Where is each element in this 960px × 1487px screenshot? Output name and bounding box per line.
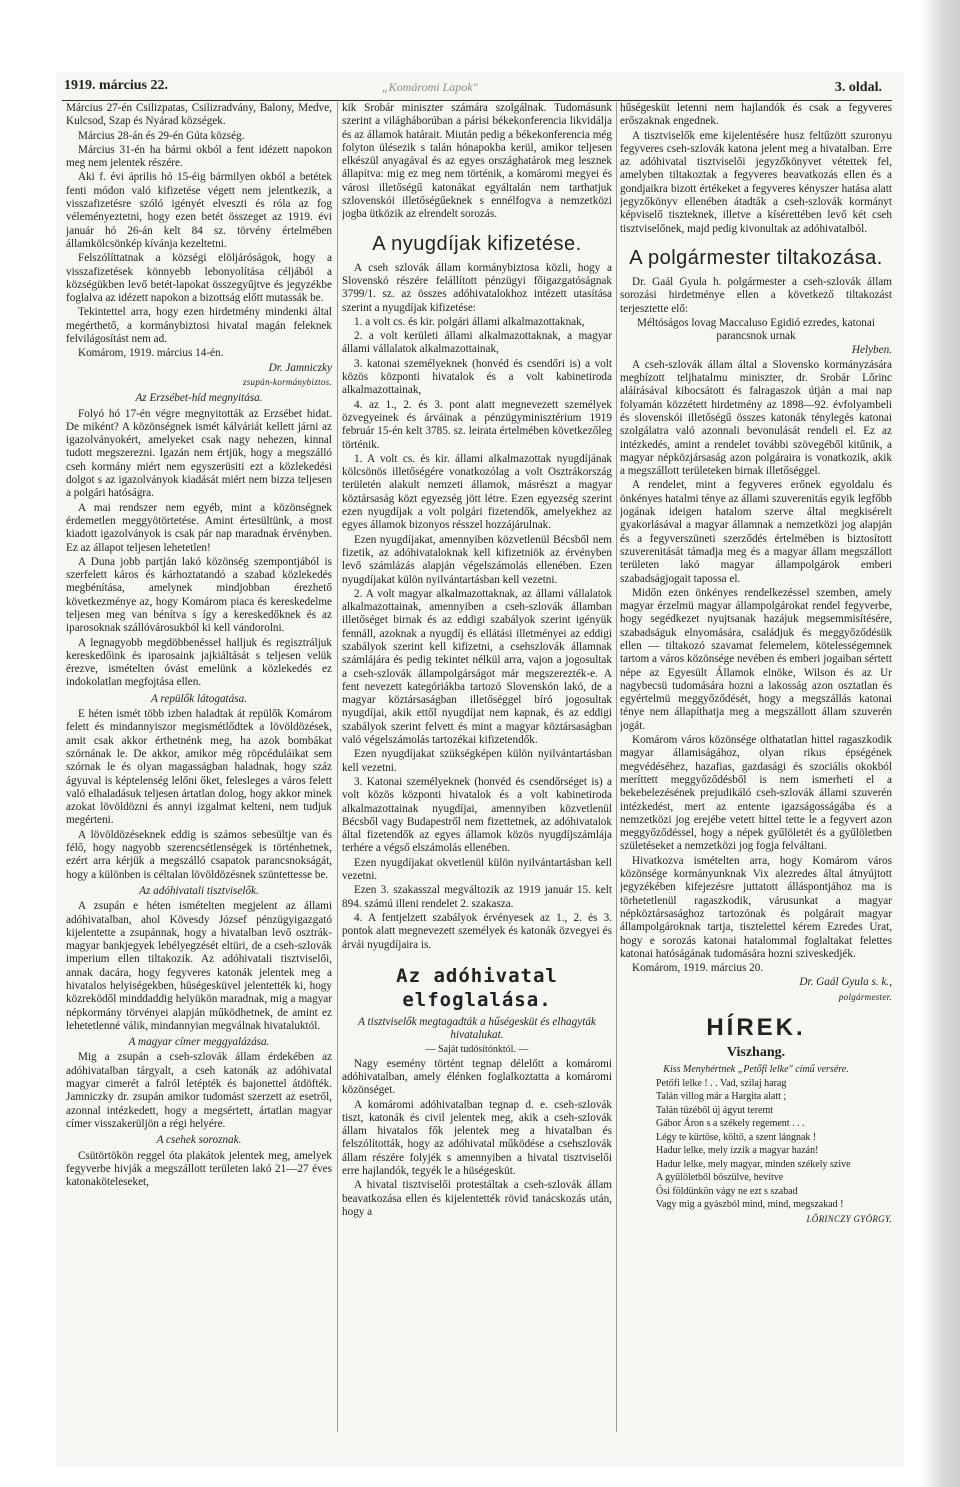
column-3 bbox=[620, 102, 892, 1432]
paragraph: 4. A fentjelzett szabályok érvényesek az 1., 2. és 3. pontok alatt megnevezett személyek és katonák özvegyei és árvái nyugdíjaira is. bbox=[342, 911, 612, 951]
poem-line: Hadur lelke, mely ízzik a magyar hazán! bbox=[656, 1145, 819, 1157]
paragraph: 2. A volt magyar alkalmazottaknak, az állami vállalatok alkalmazottainak, amennyiben a cseh-szlovák államban illetőséget birnak és az eddigi szabályok szerint igényük fennáll, azoknak a nyugdíj és ellátási illetményei az eddigi szabályok szerint kell kifizetni, a csehszlovák államnak számlájára és pedig tekintet nélkül arra, vajon a jogosultak a cseh-szlovák állampolgárságot már megszerezték-e. A fent nevezett kategóriákba tartozó Slovenskón lakó, de a magyar köztársaságban illetőséggel bíró jogosultak nyugdíjai, akik ettől nyugdíjat nem kapnak, és az eddigi szabályok szerint felvett és mint a magyar köztársaságban való végelszámolás tartozékai kifizetendők. bbox=[342, 587, 612, 747]
paragraph: A hivatal tisztviselői protestáltak a cseh-szlovák állam beavatkozása ellen és kijelentették rövid tanácskozás után, hogy a bbox=[342, 1179, 612, 1218]
section-headline-news: HÍREK. bbox=[706, 1014, 806, 1041]
section-title: Az adóhivatali tisztviselők. bbox=[139, 884, 259, 897]
paragraph: 2. a volt kerületi állami alkalmazottaknak, a magyar állami vállalatok alkalmazottainak, bbox=[342, 330, 612, 356]
poem-line: Petőfi lelke ! . . Vad, szilaj harag bbox=[656, 1077, 787, 1089]
paragraph: Midőn ezen önkényes rendelkezéssel szemben, amely magyar érzelmü magyar állampolgárokat rendel fegyverbe, hogy segédkezet nyujtsanak hazájuk megsemmisítésére, szabadságuk elnyomására, családjuk és meggyőződésük ellen — tiltakozó szavamat felemelem, kötelességemnek tartom a város közönsége nevében és emberi jogaiban sértett népe az Egyesült Államok elnöke, Wilson és az Ur nagybecsü tudomására hozni a lakosság azon osztatlan és egyértelmü meggyőződését, hogy a megszállás katonai ténye nem állapíthatja meg a megszállott állam szuverén jogát. bbox=[620, 586, 892, 732]
paragraph: A komáromi adóhivatalban tegnap d. e. cseh-szlovák tiszt, katonák és civil jelentek meg, akik a cseh-szlovák állam hivatalos fők jelentek meg a hivatalban és felszólították, hogy az adóhivatal működése a csehszlovák állam részére folyjék s amennyiben a hivatal tisztviselői erre hajlandók, tegyék le a hüségesküt. bbox=[342, 1098, 612, 1178]
section-title: Az Erzsébet-híd megnyitása. bbox=[135, 392, 263, 405]
article-headline: A nyugdíjak kifizetése. bbox=[372, 232, 582, 255]
article-headline: A polgármester tiltakozása. bbox=[629, 246, 883, 269]
signature: Dr. Gaál Gyula s. k., bbox=[799, 976, 892, 989]
paragraph: Komárom, 1919. március 14-én. bbox=[78, 347, 224, 360]
poem-line: Gábor Áron s a székely regement . . . bbox=[656, 1118, 805, 1130]
paragraph: A Duna jobb partján lakó közönség szempontjából is szerfelett káros és kárhoztatandó a szabad közlekedés megbénítása, amelynek mindjobban érezhető következménye az, hogy Komárom piaca és kereskedelme teljesen meg van bénítva s így a kereskedőknek és az iparosoknak szállóvárosukból ki kell vándorolni. bbox=[66, 555, 332, 635]
column-divider bbox=[337, 102, 338, 1432]
paragraph: A legnagyobb megdöbbenéssel halljuk és regisztráljuk kereskedőink és iparosaink jajkiáltását s teljesen velük érezve, ismételten óvást emelünk a közlekedés ez indokolatlan megfojtása ellen. bbox=[66, 636, 332, 689]
poem-line: Légy te kürtöse, költő, a szent lángnak ! bbox=[656, 1131, 817, 1143]
paragraph: Nagy esemény történt tegnap délelőtt a komáromi adóhivatalban, amely élénken foglalkoztatta a komáromi közönséget. bbox=[342, 1057, 612, 1097]
paragraph: Felszólíttatnak a községi elöljáróságok, hogy a visszafizetések könnyebb lebonyolítása céljából a községükben levő betét-lapokat összegyűjtve és jegyzékbe foglalva az idézett napokon a bizottság előtt mutassák be. bbox=[66, 252, 332, 305]
article-headline: Az adóhivatal elfoglalása. bbox=[396, 964, 558, 1011]
paragraph: Dr. Gaál Gyula h. polgármester a cseh-szlovák állam sorozási hirdetménye ellen a következő tiltakozást terjesztette elő: bbox=[620, 275, 892, 315]
paragraph: A cseh szlovák állam kormánybiztosa közli, hogy a Slovenskó részére felállított pénzügyi főigazgatóságnak 3799/1. sz. az összes adóhivatalokhoz intézett utasítása szerint a nyugdíjak kifizetése: bbox=[342, 261, 612, 314]
article-subheadline: A tisztviselők megtagadták a hűségesküt és elhagyták hivatalukat. bbox=[358, 1015, 596, 1042]
paragraph: Március 28-án és 29-én Gúta község. bbox=[78, 129, 245, 142]
paragraph: 3. Katonai személyeknek (honvéd és csendőrséget is) a volt közös központi hivatalok és a volt kabinetiroda alkalmazottainak nyugdíjai, amennyiben közvetlenül Bécsből vagy Budapestről nem fizettetnek, az adóhivatalok által fizetendők az egyes államok közös nyugdíjszámlája terhére a végső elszámolás ellenében. bbox=[342, 775, 612, 855]
paragraph: Komárom, 1919. március 20. bbox=[632, 962, 764, 975]
column-1 bbox=[66, 102, 332, 1432]
paragraph: A tisztviselők eme kijelentésére husz feltűzött szuronyu fegyveres cseh-szlovák katona jelent meg a hivatalban. Erre az adóhivatal tisztviselői jegyzőkönyvet vétettek fel, amelyben tiltakoztak a fegyveres beavatkozás ellen és a gondjaikra bizott értékeket a fegyveres kényszer hatása alatt jegyzőkönyv ellenében átadták a cseh-szlovák kormányt képviselő tiszteknek, illetve a kísérettében levő két cseh tisztviselőnek, majd pedig kivonultak az adóhivatalból. bbox=[620, 129, 892, 235]
paragraph: Ezen nyugdíjakat okvetlenül külön nyilvántartásban kell vezetni. bbox=[342, 856, 612, 883]
paragraph: Március 31-én ha bármi okból a fent idézett napokon meg nem jelentek részére. bbox=[66, 143, 332, 170]
poem-line: Talán tűzéből új ágyut teremt bbox=[656, 1104, 774, 1116]
poem-line: Hadur lelke, mely magyar, minden székely szive bbox=[656, 1158, 851, 1170]
paragraph: Ezen nyugdíjakat szükségképen külön nyilvántartásban kell vezetni. bbox=[342, 748, 612, 774]
poem-line: Ősi földünkön vágy ne ezt s szabad bbox=[656, 1185, 798, 1197]
paragraph: Mig a zsupán a cseh-szlovák állam érdekében az adóhivatalban tárgyalt, a cseh katonák az adóhivatal magyar cimerét a falról letépték és bajonettel átdöfték. Jamniczky dr. zsupán amikor tudomást szerzett az esetről, azonnal intézkedett, hogy a megsértett, ártatlan magyar címer visszakerüljön a régi helyére. bbox=[66, 1051, 332, 1130]
poem-title: Viszhang. bbox=[726, 1045, 786, 1060]
paragraph: kik Srobár miniszter számára szolgálnak. Tudomásunk szerint a világháborúban a párisi békekonferencia likvidálja és az államok határait. Miután pedig a békekonferencia még folyton ülésezik s talán hónapokba kerül, amikor teljesen elkészül anyagával és az egyes országhatárok meg lesznek állapítva: mig ez meg nem történik, a komáromi megyei és városi illetőségű katonákat egyáltalán nem tarthatjuk szlovenskói illetőségűeknek s ennélfogva a nemzetközi jogba ütközik az elrendelt sorozás. bbox=[342, 102, 612, 221]
paragraph: Március 27-én Csilizpatas, Csilizradvány, Balony, Medve, Kulcsod, Szap és Nyárad községek. bbox=[66, 102, 332, 128]
header-masthead: „Komáromi Lapok" bbox=[382, 80, 478, 94]
page-edge-shadow bbox=[920, 0, 960, 1487]
column-2 bbox=[342, 102, 612, 1432]
section-title: A repülők látogatása. bbox=[150, 692, 248, 705]
poem-line: Talán villog már a Hargita alatt ; bbox=[656, 1091, 787, 1103]
signature-title: zsupán-kormánybiztos. bbox=[242, 376, 332, 387]
paragraph: Komárom város közönsége olthatatlan hittel ragaszkodik magyar államiságához, olyan rikus épségének megvédéséhez, hazafias, gazdasági és szociális okokból meríttett meggyőződésből is nem ismerheti el a bekebelezésének prejudikáló cseh-szlovák állami szuverén intézkedést, mert az entente igazságosságába és a nemzetközi jog erejébe vetett hittel tette le a fegyvert azon meggyőződéssel, hogy a népek gyűlöletét és a gyűlöletben születéseket a nemzetközi jog fogja felváltani. bbox=[620, 734, 892, 853]
paragraph: Hivatkozva ismételten arra, hogy Komárom város közönsége kormányunknak Vix alezredes által átnyújtott jegyzékében kifejezésre juttatott álláspontjához ma is törhetetlenül ragaszkodik, várusunkat a magyar népköztársasághoz tartozónak és polgárait magyar állampolgároknak tartja, tisztelettel kérem Ezredes Urat, hogy e sorozás katonai hatalommal foglaltakat felettes katonai hatóságának tudomására hozni sziveskedjék. bbox=[620, 854, 892, 960]
poem-line: Vagy mig a gyászból mind, mind, megszakad ! bbox=[656, 1199, 844, 1211]
paragraph: 3. katonai személyeknek (honvéd és csendőri is) a volt közös központi hivatalok és a volt kabinetiroda alkalmazottainak, bbox=[342, 357, 612, 397]
paragraph: A cseh-szlovák állam által a Slovensko kormányzására megbízott teljhatalmu miniszter, dr. Srobár Lőrinc aláírásával kibocsátott és falragaszok útján a mai nap folyamán közzétett hirdetmény az 1898—92. évfolyambeli és slovenskói illetőségű összes katonák ténylegés katonai szolgálatra való azonnali bevonulását rendeli el. Ez az intézkedés, amint a rendelet további szövegéből kitűnik, a magyar népközjársaság azon polgáraira is vonatkozik, akik a megszállott területeken birnak illetőséggel. bbox=[620, 358, 892, 478]
addressee-place: Helyben. bbox=[851, 344, 892, 357]
poem-caption: Kiss Menyhértnek „Petőfi lelke" című versére. bbox=[663, 1064, 849, 1076]
header-date: 1919. március 22. bbox=[64, 78, 168, 93]
paragraph: Ezen 3. szakasszal megváltozik az 1919 január 15. kelt 894. számú illeni rendelet 2. szakasza. bbox=[342, 884, 612, 910]
signature: Dr. Jamniczky bbox=[268, 361, 332, 374]
paragraph: Csütörtökön reggel óta plakátok jelentek meg, amelyek fegyverbe hivják a megszállott területen lakó 21—27 éves katonaköteleseket, bbox=[66, 1149, 332, 1189]
signature-title: polgármester. bbox=[838, 991, 892, 1002]
paragraph: A rendelet, mint a fegyveres erőnek egyoldalu és önkényes hatalmi ténye az állami szuverenitás egyik legfőbb jogának ideigen hatalom szerve által megkisérelt gyakorlásával a magyar államnak a nemzetközi jog alapján és a fegyverszüneti szerződés értelmében is biztosított szuverenitását támadja meg és a magyar állam megszállott területen lakó magyar állampolgárok emberi szabadságjogait tapossa el. bbox=[620, 479, 892, 585]
paragraph: A lövöldözéseknek eddig is számos sebesültje van és félő, hogy nagyobb szerencsétlenségek is történhetnek, ezért arra kérjük a megszálló csapatok parancsnokságát, hogy a különben is céltalan lövöldözésnek szüntettesse be. bbox=[66, 828, 332, 881]
poem-author: LŐRINCZY GYÖRGY. bbox=[806, 1213, 892, 1224]
paragraph: Tekintettel arra, hogy ezen hirdetmény mindenki által megérthető, a kormánybiztosi hivatal magán feleknek felvilágosítást nem ad. bbox=[66, 306, 332, 346]
header-page-number: 3. oldal. bbox=[834, 80, 882, 95]
paragraph: 4. az 1., 2. és 3. pont alatt megnevezett személyek özvegyeinek és árváinak a pénzügyminisztérium 1919 február 15-én kelt 3785. sz. leirata értelmében következőleg történik. bbox=[342, 398, 612, 451]
paragraph: 1. A volt cs. és kir. állami alkalmazottak nyugdíjának kölcsönös illetőségére vonatkozólag a volt Osztrákország területén alakult nemzeti államok, másrészt a magyar köztársaság közt egyezség jött létre. Ezen egyezség szerint ezen nyugdíjak a volt polgári fizetendők, amelyekhez az egyes államok bizonyos résszel hozzájárulnak. bbox=[342, 452, 612, 532]
paragraph: E héten ismét több izben haladtak át repülők Komárom felett és mindannyiszor megismétlődtek a lövöldözések, amit csak akkor érthetnénk meg, ha azok bombákat szórnának le. De akkor, amikor még röpcéduláikat sem szórnak le és olyan magasságban haladnak, hogy száz ágyuval is képtelenség lelőni őket, felesleges a város felett való elhaladásuk teljesen ártatlan dolog, hogy akkor minek azokat lövöldözni és annyi izgalmat kelteni, nem tudjuk megérteni. bbox=[66, 708, 332, 827]
paragraph: Folyó hó 17-én végre megnyitották az Erzsébet hidat. De miként? A közönségnek ismét kálváriát kellett járni az igazolványokért, amelyeket csak nagy nehezen, kinnal tudott megszerezni. Igazán nem értjük, hogy a megszálló cseh kormány miért nem egyszerüsiti ezt a közlekedési dolgot s az igazolványok kiadását miért nem bizza teljesen a polgári hatóságra. bbox=[66, 407, 332, 500]
paragraph: A mai rendszer nem egyéb, mint a közönségnek érdemetlen meggyötörtetése. Amint értesültünk, a most kiadott igazolványok is csak pár nap maradnak érvényben. Ez az állapot teljesen lehetetlen! bbox=[66, 501, 332, 554]
column-divider bbox=[616, 102, 617, 1432]
poem-line: A gyűlöletből bőszülve, hevítve bbox=[656, 1172, 784, 1184]
paragraph: A zsupán e héten ismételten megjelent az állami adóhivatalban, ahol Kövesdy József pénzügyigazgató kijelentette a zsupánnak, hogy a hivatalban levő osztrák-magyar bankjegyek lebélyegzését eltüri, de a cseh-szlovák imperium ellen tiltakozik. Az adóhivatali tisztviselői, annak dacára, hogy fegyveres katonák jelentek meg a hivatalos helyiségekben, hüségesküvel jelentették ki, hogy közreködől minddaddig helyükön maradnak, mig a magyar népkormány törvényei alapján működhetnek, de amint ez lehetetlenné válik, mindannyian megválnak hivataluktól. bbox=[66, 900, 332, 1032]
addressee: Méltóságos lovag Maccaluso Egidió ezredes, katonai parancsnok urnak bbox=[637, 316, 875, 343]
paragraph: Aki f. évi április hó 15-éig bármilyen okból a betétek fenti módon való kifizetése végett nem jelentkezik, a visszafizetésre szóló igényét elveszti és róla az fog véleményeztetni, hogy ezen betét összeget az 1919. évi január hó 26-án kelt 84 sz. törvény értelmében államkölcsönkép kívánja kezeltetni. bbox=[66, 171, 332, 250]
page-header bbox=[62, 78, 892, 101]
section-title: A magyar címer meggyalázása. bbox=[128, 1036, 270, 1049]
paragraph: 1. a volt cs. és kir. polgári állami alkalmazottaknak, bbox=[354, 315, 585, 328]
section-title: A csehek soroznak. bbox=[156, 1134, 242, 1147]
paragraph: Ezen nyugdíjakat, amennyiben közvetlenül Bécsből nem fizetik, az adóhivataloknak kell kifizetniök az érvényben levő számlázás alapján végelszámolás ellenében. Ezen nyugdíjakat külön nyilvántartásban kell vezetni. bbox=[342, 533, 612, 586]
paragraph: hűségesküt letenni nem hajlandók és csak a fegyveres erőszaknak engednek. bbox=[620, 102, 892, 128]
byline: — Saját tudósítónktól. — bbox=[425, 1044, 529, 1056]
